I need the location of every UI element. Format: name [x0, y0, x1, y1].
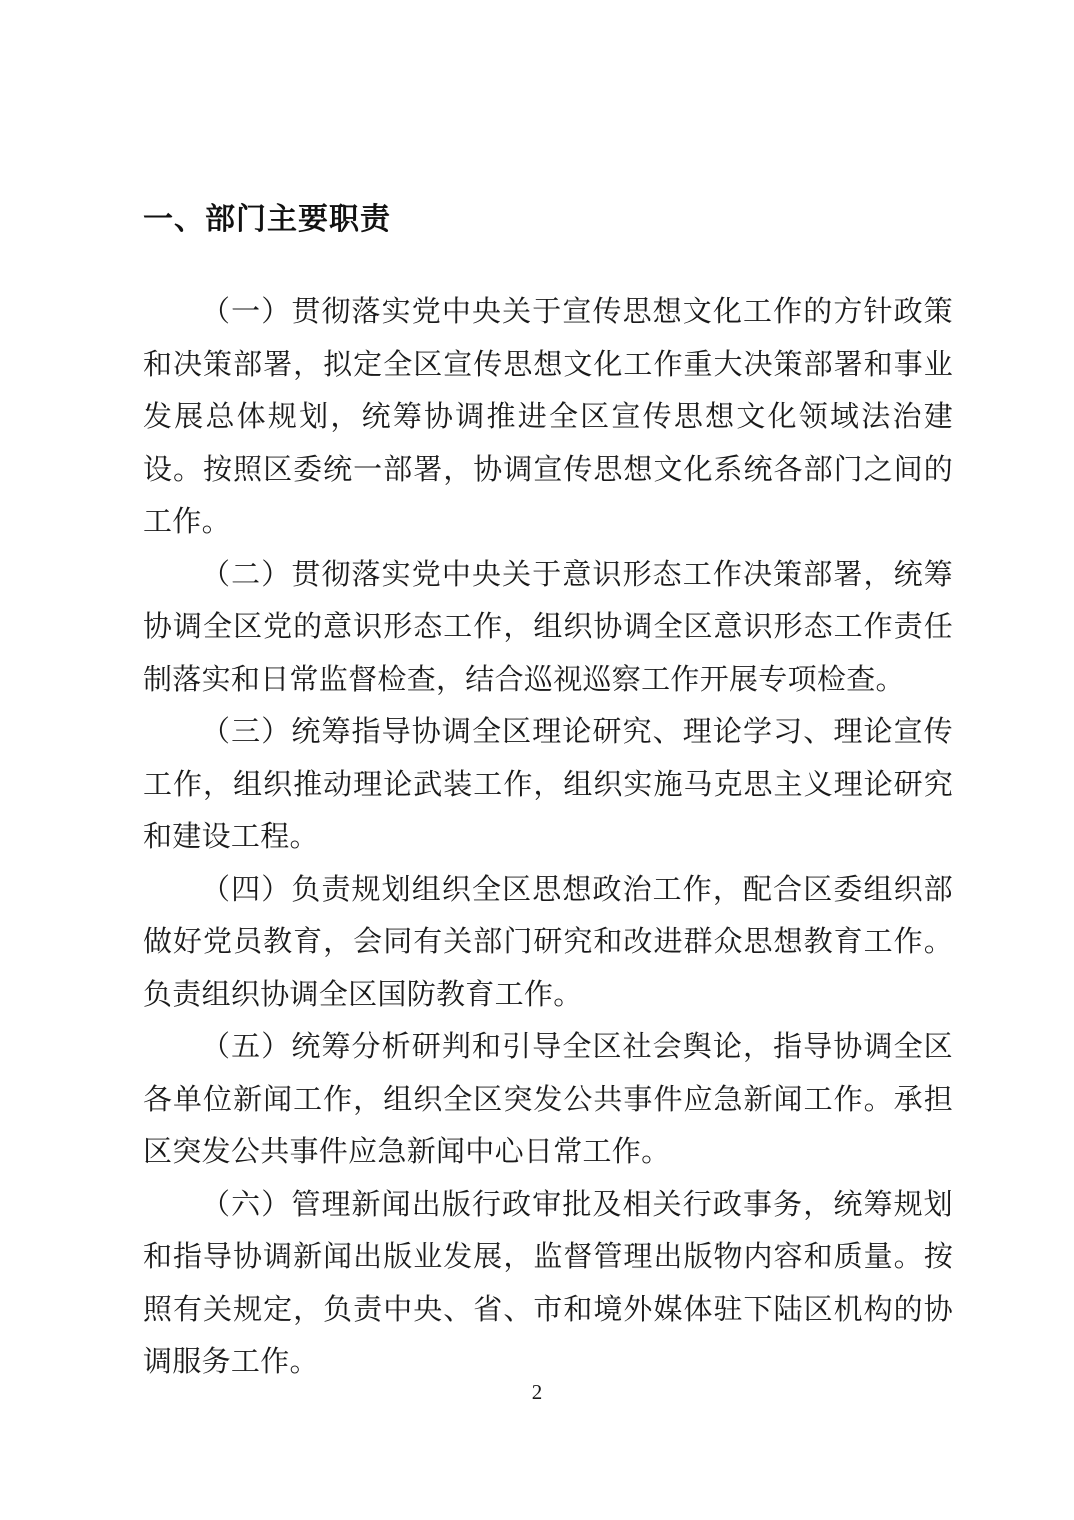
paragraph-duty-4: （四）负责规划组织全区思想政治工作，配合区委组织部做好党员教育，会同有关部门研究和改进群众思想教育工作。负责组织协调全区国防教育工作。 [143, 873, 953, 1011]
paragraph-duty-1: （一）贯彻落实党中央关于宣传思想文化工作的方针政策和决策部署，拟定全区宣传思想文化工作重大决策部署和事业发展总体规划，统筹协调推进全区宣传思想文化领域法治建设。按照区委统一部署，协调宣传思想文化系统各部门之间的工作。 [143, 296, 953, 538]
paragraph-duty-6: （六）管理新闻出版行政审批及相关行政事务，统筹规划和指导协调新闻出版业发展，监督管理出版物内容和质量。按照有关规定，负责中央、省、市和境外媒体驻下陆区机构的协调服务工作。 [143, 1188, 953, 1378]
paragraph-duty-5: （五）统筹分析研判和引导全区社会舆论，指导协调全区各单位新闻工作，组织全区突发公共事件应急新闻工作。承担区突发公共事件应急新闻中心日常工作。 [143, 1031, 953, 1168]
paragraph-duty-2: （二）贯彻落实党中央关于意识形态工作决策部署，统筹协调全区党的意识形态工作，组织协调全区意识形态工作责任制落实和日常监督检查，结合巡视巡察工作开展专项检查。 [143, 558, 953, 696]
page-number: 2 [531, 1380, 543, 1404]
document-page [143, 200, 953, 1389]
section-body [143, 286, 953, 1389]
paragraph-duty-3: （三）统筹指导协调全区理论研究、理论学习、理论宣传工作，组织推动理论武装工作，组织实施马克思主义理论研究和建设工程。 [143, 716, 953, 853]
section-heading: 一、部门主要职责 [143, 203, 391, 236]
